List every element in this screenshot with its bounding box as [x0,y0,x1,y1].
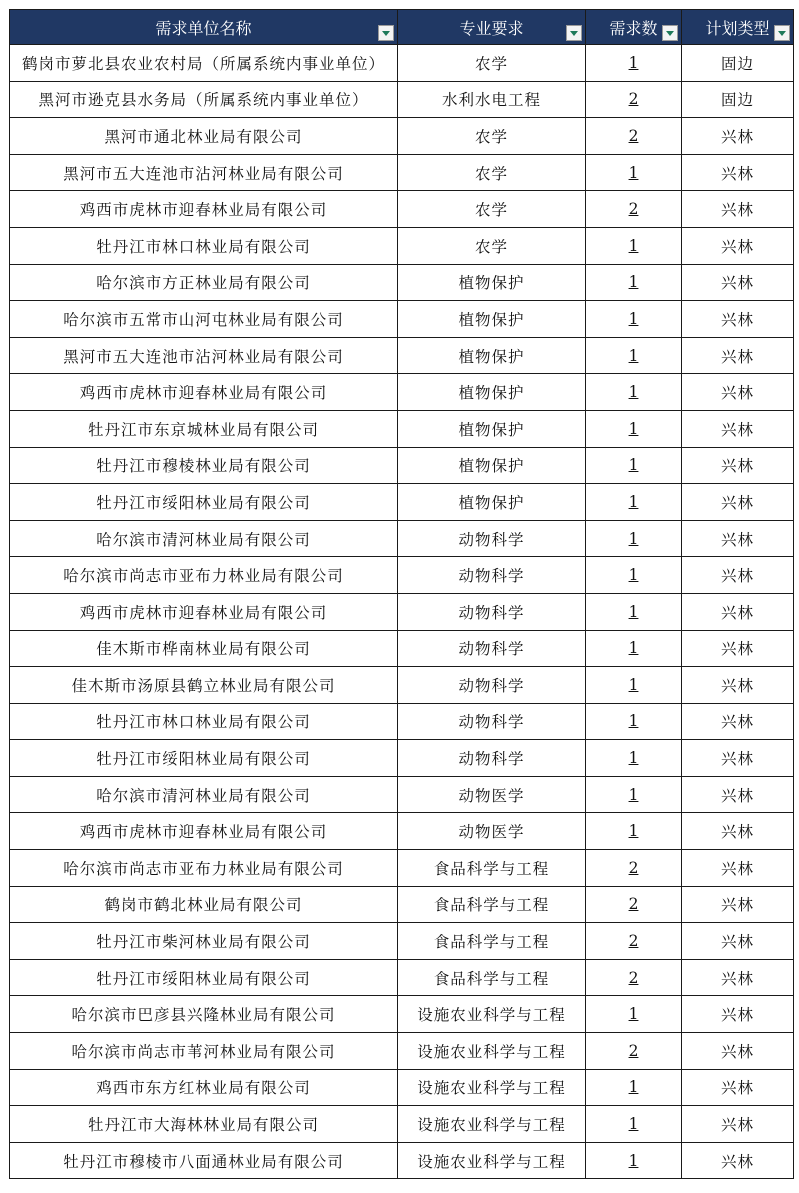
major-cell: 食品科学与工程 [398,850,586,887]
major-cell: 植物保护 [398,374,586,411]
plan-type-cell: 兴林 [682,1069,794,1106]
count-cell: 1 [586,1069,682,1106]
plan-type-cell: 兴林 [682,520,794,557]
unit-name-cell: 哈尔滨市方正林业局有限公司 [10,264,398,301]
filter-dropdown-icon[interactable] [378,25,394,41]
table-row [10,520,794,557]
table-row [10,301,794,338]
major-cell: 动物医学 [398,813,586,850]
unit-name-cell: 哈尔滨市尚志市亚布力林业局有限公司 [10,850,398,887]
table-row [10,850,794,887]
count-cell: 1 [586,154,682,191]
unit-name-cell: 哈尔滨市清河林业局有限公司 [10,520,398,557]
header-label: 需求单位名称 [155,18,252,38]
plan-type-cell: 兴林 [682,996,794,1033]
major-cell: 动物医学 [398,776,586,813]
count-cell: 1 [586,484,682,521]
count-cell: 1 [586,520,682,557]
table-row [10,630,794,667]
plan-type-cell: 兴林 [682,703,794,740]
plan-type-cell: 兴林 [682,264,794,301]
header-plan-type [682,10,794,45]
unit-name-cell: 黑河市五大连池市沾河林业局有限公司 [10,154,398,191]
header-unit-name [10,10,398,45]
major-cell: 动物科学 [398,630,586,667]
major-cell: 动物科学 [398,703,586,740]
count-cell: 1 [586,703,682,740]
table-row [10,337,794,374]
major-cell: 水利水电工程 [398,81,586,118]
plan-type-cell: 兴林 [682,191,794,228]
major-cell: 农学 [398,227,586,264]
table-row [10,703,794,740]
major-cell: 设施农业科学与工程 [398,1106,586,1143]
demand-table [9,9,794,1179]
unit-name-cell: 牡丹江市林口林业局有限公司 [10,227,398,264]
plan-type-cell: 兴林 [682,118,794,155]
count-cell: 1 [586,410,682,447]
plan-type-cell: 兴林 [682,227,794,264]
unit-name-cell: 牡丹江市大海林林业局有限公司 [10,1106,398,1143]
count-cell: 1 [586,301,682,338]
table-row [10,484,794,521]
plan-type-cell: 兴林 [682,850,794,887]
major-cell: 动物科学 [398,520,586,557]
plan-type-cell: 兴林 [682,1106,794,1143]
count-cell: 1 [586,996,682,1033]
table-row [10,227,794,264]
count-cell: 1 [586,813,682,850]
count-cell: 2 [586,850,682,887]
count-cell: 1 [586,374,682,411]
table-row [10,996,794,1033]
unit-name-cell: 哈尔滨市尚志市苇河林业局有限公司 [10,1033,398,1070]
table-row [10,886,794,923]
plan-type-cell: 兴林 [682,301,794,338]
plan-type-cell: 兴林 [682,667,794,704]
unit-name-cell: 鸡西市虎林市迎春林业局有限公司 [10,191,398,228]
count-cell: 1 [586,264,682,301]
unit-name-cell: 牡丹江市绥阳林业局有限公司 [10,740,398,777]
plan-type-cell: 兴林 [682,154,794,191]
table-row [10,813,794,850]
filter-dropdown-icon[interactable] [774,25,790,41]
plan-type-cell: 兴林 [682,1033,794,1070]
table-row [10,776,794,813]
plan-type-cell: 固边 [682,45,794,82]
plan-type-cell: 兴林 [682,557,794,594]
unit-name-cell: 黑河市五大连池市沾河林业局有限公司 [10,337,398,374]
header-major [398,10,586,45]
table-row [10,593,794,630]
major-cell: 农学 [398,154,586,191]
table-row [10,959,794,996]
table-row [10,264,794,301]
major-cell: 植物保护 [398,337,586,374]
major-cell: 农学 [398,45,586,82]
major-cell: 食品科学与工程 [398,959,586,996]
plan-type-cell: 兴林 [682,630,794,667]
header-label: 需求数 [609,18,658,38]
count-cell: 1 [586,593,682,630]
count-cell: 2 [586,118,682,155]
unit-name-cell: 哈尔滨市五常市山河屯林业局有限公司 [10,301,398,338]
major-cell: 动物科学 [398,740,586,777]
header-row [10,10,794,45]
major-cell: 动物科学 [398,667,586,704]
table-row [10,1142,794,1179]
unit-name-cell: 哈尔滨市清河林业局有限公司 [10,776,398,813]
count-cell: 1 [586,1142,682,1179]
count-cell: 2 [586,191,682,228]
table-row [10,1033,794,1070]
plan-type-cell: 兴林 [682,484,794,521]
table-row [10,557,794,594]
plan-type-cell: 兴林 [682,776,794,813]
unit-name-cell: 鸡西市虎林市迎春林业局有限公司 [10,374,398,411]
count-cell: 2 [586,959,682,996]
unit-name-cell: 佳木斯市桦南林业局有限公司 [10,630,398,667]
unit-name-cell: 牡丹江市绥阳林业局有限公司 [10,484,398,521]
table-row [10,740,794,777]
count-cell: 1 [586,630,682,667]
major-cell: 农学 [398,118,586,155]
plan-type-cell: 兴林 [682,374,794,411]
header-label: 计划类型 [705,18,770,38]
unit-name-cell: 佳木斯市汤原县鹤立林业局有限公司 [10,667,398,704]
major-cell: 设施农业科学与工程 [398,1069,586,1106]
table-row [10,81,794,118]
major-cell: 设施农业科学与工程 [398,1033,586,1070]
major-cell: 植物保护 [398,447,586,484]
count-cell: 1 [586,447,682,484]
major-cell: 食品科学与工程 [398,886,586,923]
unit-name-cell: 黑河市通北林业局有限公司 [10,118,398,155]
table-row [10,447,794,484]
unit-name-cell: 牡丹江市林口林业局有限公司 [10,703,398,740]
count-cell: 1 [586,557,682,594]
unit-name-cell: 牡丹江市东京城林业局有限公司 [10,410,398,447]
unit-name-cell: 鸡西市东方红林业局有限公司 [10,1069,398,1106]
unit-name-cell: 鸡西市虎林市迎春林业局有限公司 [10,813,398,850]
count-cell: 2 [586,1033,682,1070]
filter-dropdown-icon[interactable] [566,25,582,41]
table-row [10,118,794,155]
unit-name-cell: 牡丹江市绥阳林业局有限公司 [10,959,398,996]
unit-name-cell: 牡丹江市柴河林业局有限公司 [10,923,398,960]
unit-name-cell: 鹤岗市萝北县农业农村局（所属系统内事业单位） [10,45,398,82]
unit-name-cell: 鹤岗市鹤北林业局有限公司 [10,886,398,923]
count-cell: 1 [586,667,682,704]
plan-type-cell: 兴林 [682,447,794,484]
count-cell: 1 [586,1106,682,1143]
major-cell: 农学 [398,191,586,228]
count-cell: 1 [586,337,682,374]
major-cell: 动物科学 [398,557,586,594]
major-cell: 动物科学 [398,593,586,630]
plan-type-cell: 兴林 [682,813,794,850]
major-cell: 植物保护 [398,301,586,338]
table-row [10,1069,794,1106]
table-row [10,667,794,704]
header-count [586,10,682,45]
major-cell: 植物保护 [398,410,586,447]
count-cell: 1 [586,227,682,264]
count-cell: 1 [586,776,682,813]
count-cell: 2 [586,923,682,960]
unit-name-cell: 哈尔滨市巴彦县兴隆林业局有限公司 [10,996,398,1033]
plan-type-cell: 兴林 [682,886,794,923]
table-row [10,923,794,960]
major-cell: 食品科学与工程 [398,923,586,960]
plan-type-cell: 兴林 [682,923,794,960]
filter-dropdown-icon[interactable] [662,25,678,41]
unit-name-cell: 黑河市逊克县水务局（所属系统内事业单位） [10,81,398,118]
header-label: 专业要求 [459,18,524,38]
table-row [10,1106,794,1143]
plan-type-cell: 固边 [682,81,794,118]
table-row [10,374,794,411]
plan-type-cell: 兴林 [682,593,794,630]
count-cell: 2 [586,886,682,923]
table-row [10,45,794,82]
table-row [10,191,794,228]
count-cell: 1 [586,740,682,777]
table-row [10,410,794,447]
count-cell: 1 [586,45,682,82]
major-cell: 设施农业科学与工程 [398,1142,586,1179]
table-row [10,154,794,191]
unit-name-cell: 牡丹江市穆棱市八面通林业局有限公司 [10,1142,398,1179]
plan-type-cell: 兴林 [682,337,794,374]
count-cell: 2 [586,81,682,118]
major-cell: 植物保护 [398,264,586,301]
plan-type-cell: 兴林 [682,959,794,996]
table-body [10,45,794,1179]
unit-name-cell: 鸡西市虎林市迎春林业局有限公司 [10,593,398,630]
major-cell: 设施农业科学与工程 [398,996,586,1033]
plan-type-cell: 兴林 [682,1142,794,1179]
unit-name-cell: 哈尔滨市尚志市亚布力林业局有限公司 [10,557,398,594]
plan-type-cell: 兴林 [682,410,794,447]
unit-name-cell: 牡丹江市穆棱林业局有限公司 [10,447,398,484]
major-cell: 植物保护 [398,484,586,521]
plan-type-cell: 兴林 [682,740,794,777]
